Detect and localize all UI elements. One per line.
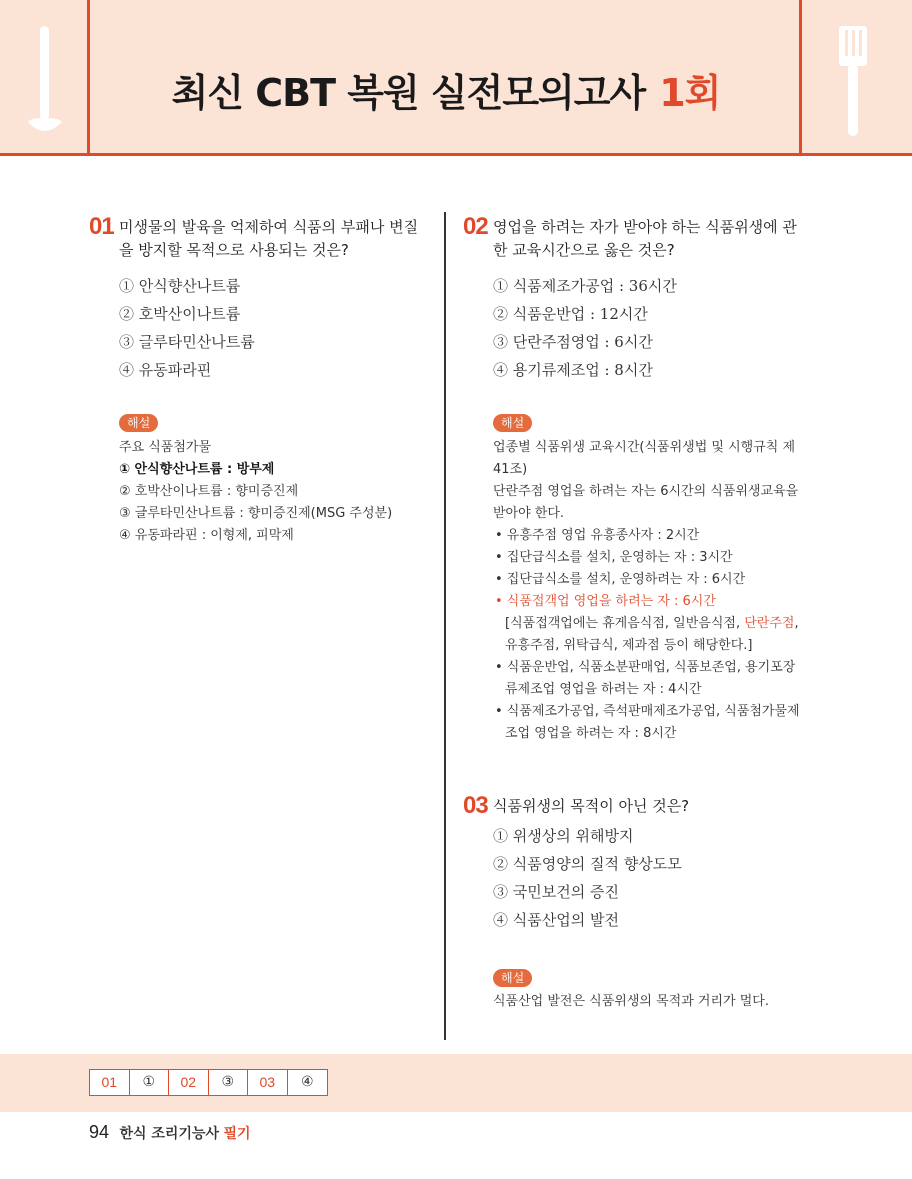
choice-3: ③ 단란주점영업 : 6시간 — [493, 333, 653, 351]
choice-2: ② 식품영양의 질적 향상도모 — [493, 855, 682, 873]
explanation-line: ③ 글루타민산나트륨 : 향미증진제(MSG 주성분) — [119, 506, 393, 521]
explanation-bullet: • 집단급식소를 설치, 운영하는 자 : 3시간 — [495, 550, 733, 565]
explanation-label: 해설 — [493, 414, 532, 432]
explanation-label: 해설 — [119, 414, 158, 432]
choice-list — [493, 822, 803, 934]
answer-value: ① — [130, 1070, 170, 1095]
explanation-badge — [493, 412, 532, 432]
title-round: 1회 — [659, 71, 721, 115]
choice-1: ① 안식향산나트륨 — [119, 277, 241, 295]
page-header — [0, 0, 912, 156]
answer-question: 03 — [248, 1070, 288, 1095]
choice-list — [493, 272, 803, 384]
explanation-01 — [119, 437, 419, 547]
explanation-02 — [493, 437, 803, 745]
question-number: 03 — [463, 792, 488, 819]
answer-question: 02 — [169, 1070, 209, 1095]
answer-value: ④ — [288, 1070, 328, 1095]
question-01 — [89, 213, 429, 384]
question-number: 02 — [463, 213, 488, 240]
explanation-bullet-highlight: • 식품접객업 영업을 하려는 자 : 6시간 — [495, 594, 716, 609]
choice-4: ④ 식품산업의 발전 — [493, 911, 619, 929]
question-02 — [463, 213, 803, 384]
question-text: 영업을 하려는 자가 받아야 하는 식품위생에 관한 교육시간으로 옳은 것은? — [493, 218, 797, 259]
choice-3: ③ 글루타민산나트륨 — [119, 333, 255, 351]
answer-question: 01 — [90, 1070, 130, 1095]
question-03 — [463, 792, 803, 934]
explanation-bullet: • 식품운반업, 식품소분판매업, 식품보존업, 용기포장류제조업 영업을 하려는 자 : 4시간 — [495, 660, 796, 697]
choice-1: ① 위생상의 위해방지 — [493, 827, 634, 845]
answer-value: ③ — [209, 1070, 249, 1095]
choice-2: ② 호박산이나트륨 — [119, 305, 241, 323]
page-title — [90, 62, 802, 117]
page-number: 94 — [89, 1122, 110, 1142]
page-footer — [89, 1122, 251, 1143]
answer-table — [89, 1069, 328, 1096]
explanation-badge — [493, 967, 532, 987]
choice-4: ④ 용기류제조업 : 8시간 — [493, 361, 653, 379]
choice-2: ② 식품운반업 : 12시간 — [493, 305, 648, 323]
explanation-line: 식품산업 발전은 식품위생의 목적과 거리가 멀다. — [493, 994, 769, 1009]
spatula-icon — [837, 24, 871, 138]
note-text: [식품접객업에는 휴게음식점, 일반음식점, — [505, 616, 745, 631]
choice-3: ③ 국민보건의 증진 — [493, 883, 619, 901]
choice-1: ① 식품제조가공업 : 36시간 — [493, 277, 677, 295]
explanation-line: ④ 유동파라핀 : 이형제, 피막제 — [119, 528, 294, 543]
explanation-line: 단란주점 영업을 하려는 자는 6시간의 식품위생교육을 받아야 한다. — [493, 484, 799, 521]
question-text: 미생물의 발육을 억제하여 식품의 부패나 변질을 방지할 목적으로 사용되는 것은? — [119, 218, 419, 259]
explanation-line: 업종별 식품위생 교육시간(식품위생법 및 시행규칙 제41조) — [493, 440, 796, 477]
explanation-03 — [493, 991, 803, 1013]
title-text: 최신 CBT 복원 실전모의고사 — [171, 71, 646, 115]
choice-list — [119, 272, 429, 384]
note-text: , 유흥주점, 위탁급식, 제과점 등이 해당한다.] — [505, 616, 799, 653]
question-number: 01 — [89, 213, 114, 240]
book-subtitle: 필기 — [223, 1126, 251, 1142]
book-title: 한식 조리기능사 — [119, 1126, 220, 1142]
explanation-badge — [119, 412, 158, 432]
choice-4: ④ 유동파라핀 — [119, 361, 212, 379]
explanation-note — [493, 613, 803, 657]
note-highlight: 단란주점 — [744, 616, 795, 631]
explanation-bullet: • 유흥주점 영업 유흥종사자 : 2시간 — [495, 528, 700, 543]
explanation-bullet: • 집단급식소를 설치, 운영하려는 자 : 6시간 — [495, 572, 746, 587]
question-text: 식품위생의 목적이 아닌 것은? — [493, 797, 690, 815]
explanation-label: 해설 — [493, 969, 532, 987]
column-divider — [444, 212, 446, 1040]
ladle-icon — [26, 24, 66, 136]
explanation-line: 주요 식품첨가물 — [119, 440, 212, 455]
explanation-line: ① 안식향산나트륨 : 방부제 — [119, 462, 275, 477]
explanation-line: ② 호박산이나트륨 : 향미증진제 — [119, 484, 299, 499]
explanation-bullet: • 식품제조가공업, 즉석판매제조가공업, 식품첨가물제조업 영업을 하려는 자 : 8시간 — [495, 704, 800, 741]
